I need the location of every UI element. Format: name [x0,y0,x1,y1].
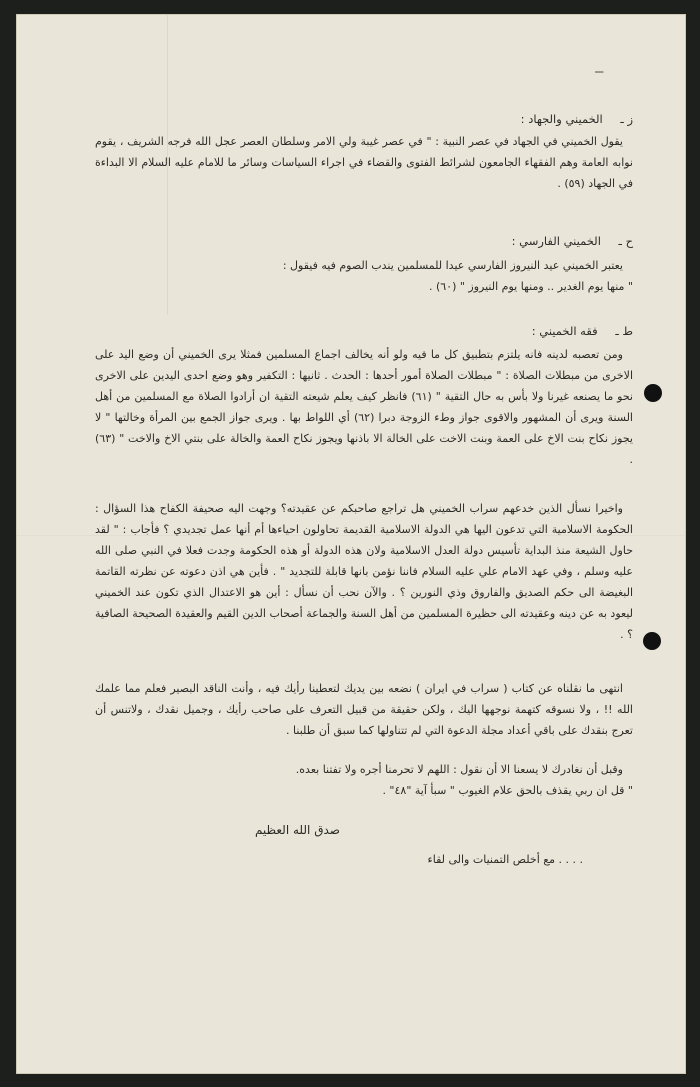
closing-wishes: . . . . مع أخلص التمنيات والى لقاء [427,853,583,866]
section-letter: ح ـ [618,234,633,248]
section-body-h: يعتبر الخميني عيد النيروز الفارسي عيدا للمسلمين يندب الصوم فيه فيقول : [282,259,623,272]
section-title: الخميني الفارسي : [511,234,601,248]
closing-paragraph-2: انتهى ما نقلناه عن كتاب ( سراب في ايران ) نضعه بين يديك لتعطينا رأيك فيه ، وأنت الناقد البصير فعلم مما علمك الله !! ، ولا نسوقه كتهمة نوجهها اليك ، ولكن حقيقة من قبيل التعرف على صاحب رأيك ، وجميل نقدك ، ولاتنس أن تعرج بنقدك على باقي أعداد مجلة الدعوة التي لم تتناولها كما سبق أن طلبنا . [95,682,633,737]
sign-off: صدق الله العظيم [254,823,340,837]
section-letter: ط ـ [615,324,633,338]
section-body-t: ومن تعصبه لدينه فانه يلتزم بتطبيق كل ما فيه ولو أنه يخالف اجماع المسلمين فمثلا يرى الخميني أن وضع اليد على الاخرى من مبطلات الصلاة : " مبطلات الصلاة أمور أحدها : الحدث . ثانيها : التكفير وهو وضع احدى اليدين على الاخرى نحو ما يصنعه غيرنا ولا بأس به حال التقية " (٦١) فانظر كيف يعلم شيعته التقية ان أرادوا الصلاة مع المسلمين من أهل السنة ويرى أن المشهور والاقوى جواز وطء الزوجة دبرا (٦٢) أي اللواط بها . ويرى جواز الجمع بين المرأة وخالتها " لا يجوز نكاح بنت الاخ على العمة وبنت الاخت على الخالة الا باذنها ويجوز نكاح العمة والخالة على بنتي الاخ والاخت " (٦٣) . [95,348,633,466]
section-heading-h [95,231,633,252]
section-body-z: يقول الخميني في الجهاد في عصر النبية : " في عصر غيبة ولي الامر وسلطان العصر عجل الله فرجه الشريف ، يقوم نوابه العامة وهم الفقهاء الجامعون لشرائط الفتوى والقضاء في اجراء السياسات وسائر ما للامام عليه السلام الا البداءة في الجهاد (٥٩) . [95,135,633,190]
section-title: فقه الخميني : [531,324,598,338]
nowruz-quote: " منها يوم الغدير .. ومنها يوم النيروز " (٦٠) . [428,280,633,293]
section-heading-z [95,109,633,130]
punch-hole [643,632,661,650]
section-heading-t [95,321,633,342]
section-letter: ز ـ [620,112,633,126]
section-title: الخميني والجهاد : [520,112,603,126]
document-page [16,14,686,1074]
closing-paragraph-1: واخيرا نسأل الذين خدعهم سراب الخميني هل تراجع صاحبكم عن عقيدته؟ وجهت اليه صحيفة الكفاح هذا السؤال : الحكومة الاسلامية التي تدعون اليها هي الدولة الاسلامية القديمة تحاولون احياءها أم أنها عمل تجديدي ؟ فأجاب : " لقد حاول الشيعة منذ البداية تأسيس دولة العدل الاسلامية ولان هذه الدولة أو هذه الحكومة وجدت فعلا في النبي صلى الله عليه وسلم ، وفي عهد الامام علي عليه السلام فاننا نؤمن بانها قابلة للتجديد " . فأين هي اذن دعوته عن نظرته القاتمة البغيضة الى حكم الصديق والفاروق وذي النورين ؟ . والآن نحب أن نسأل : أين هو الاعتدال الذي تكون عند الخميني ليعود به عن دينه وعقيدته الى حظيرة المسلمين من أهل السنة والجماعة أصحاب الدين القيم والعقيدة الصحيحة الصافية ؟ . [95,502,633,641]
punch-hole [644,384,662,402]
quran-quote: " قل ان ربي يقذف بالحق علام الغيوب " سبأ آية "٤٨" . [382,784,633,797]
closing-paragraph-3: وقبل أن نغادرك لا يسعنا الا أن نقول : اللهم لا تحرمنا أجره ولا تفتنا بعده. [295,763,623,776]
top-dash-mark: — [595,64,606,80]
